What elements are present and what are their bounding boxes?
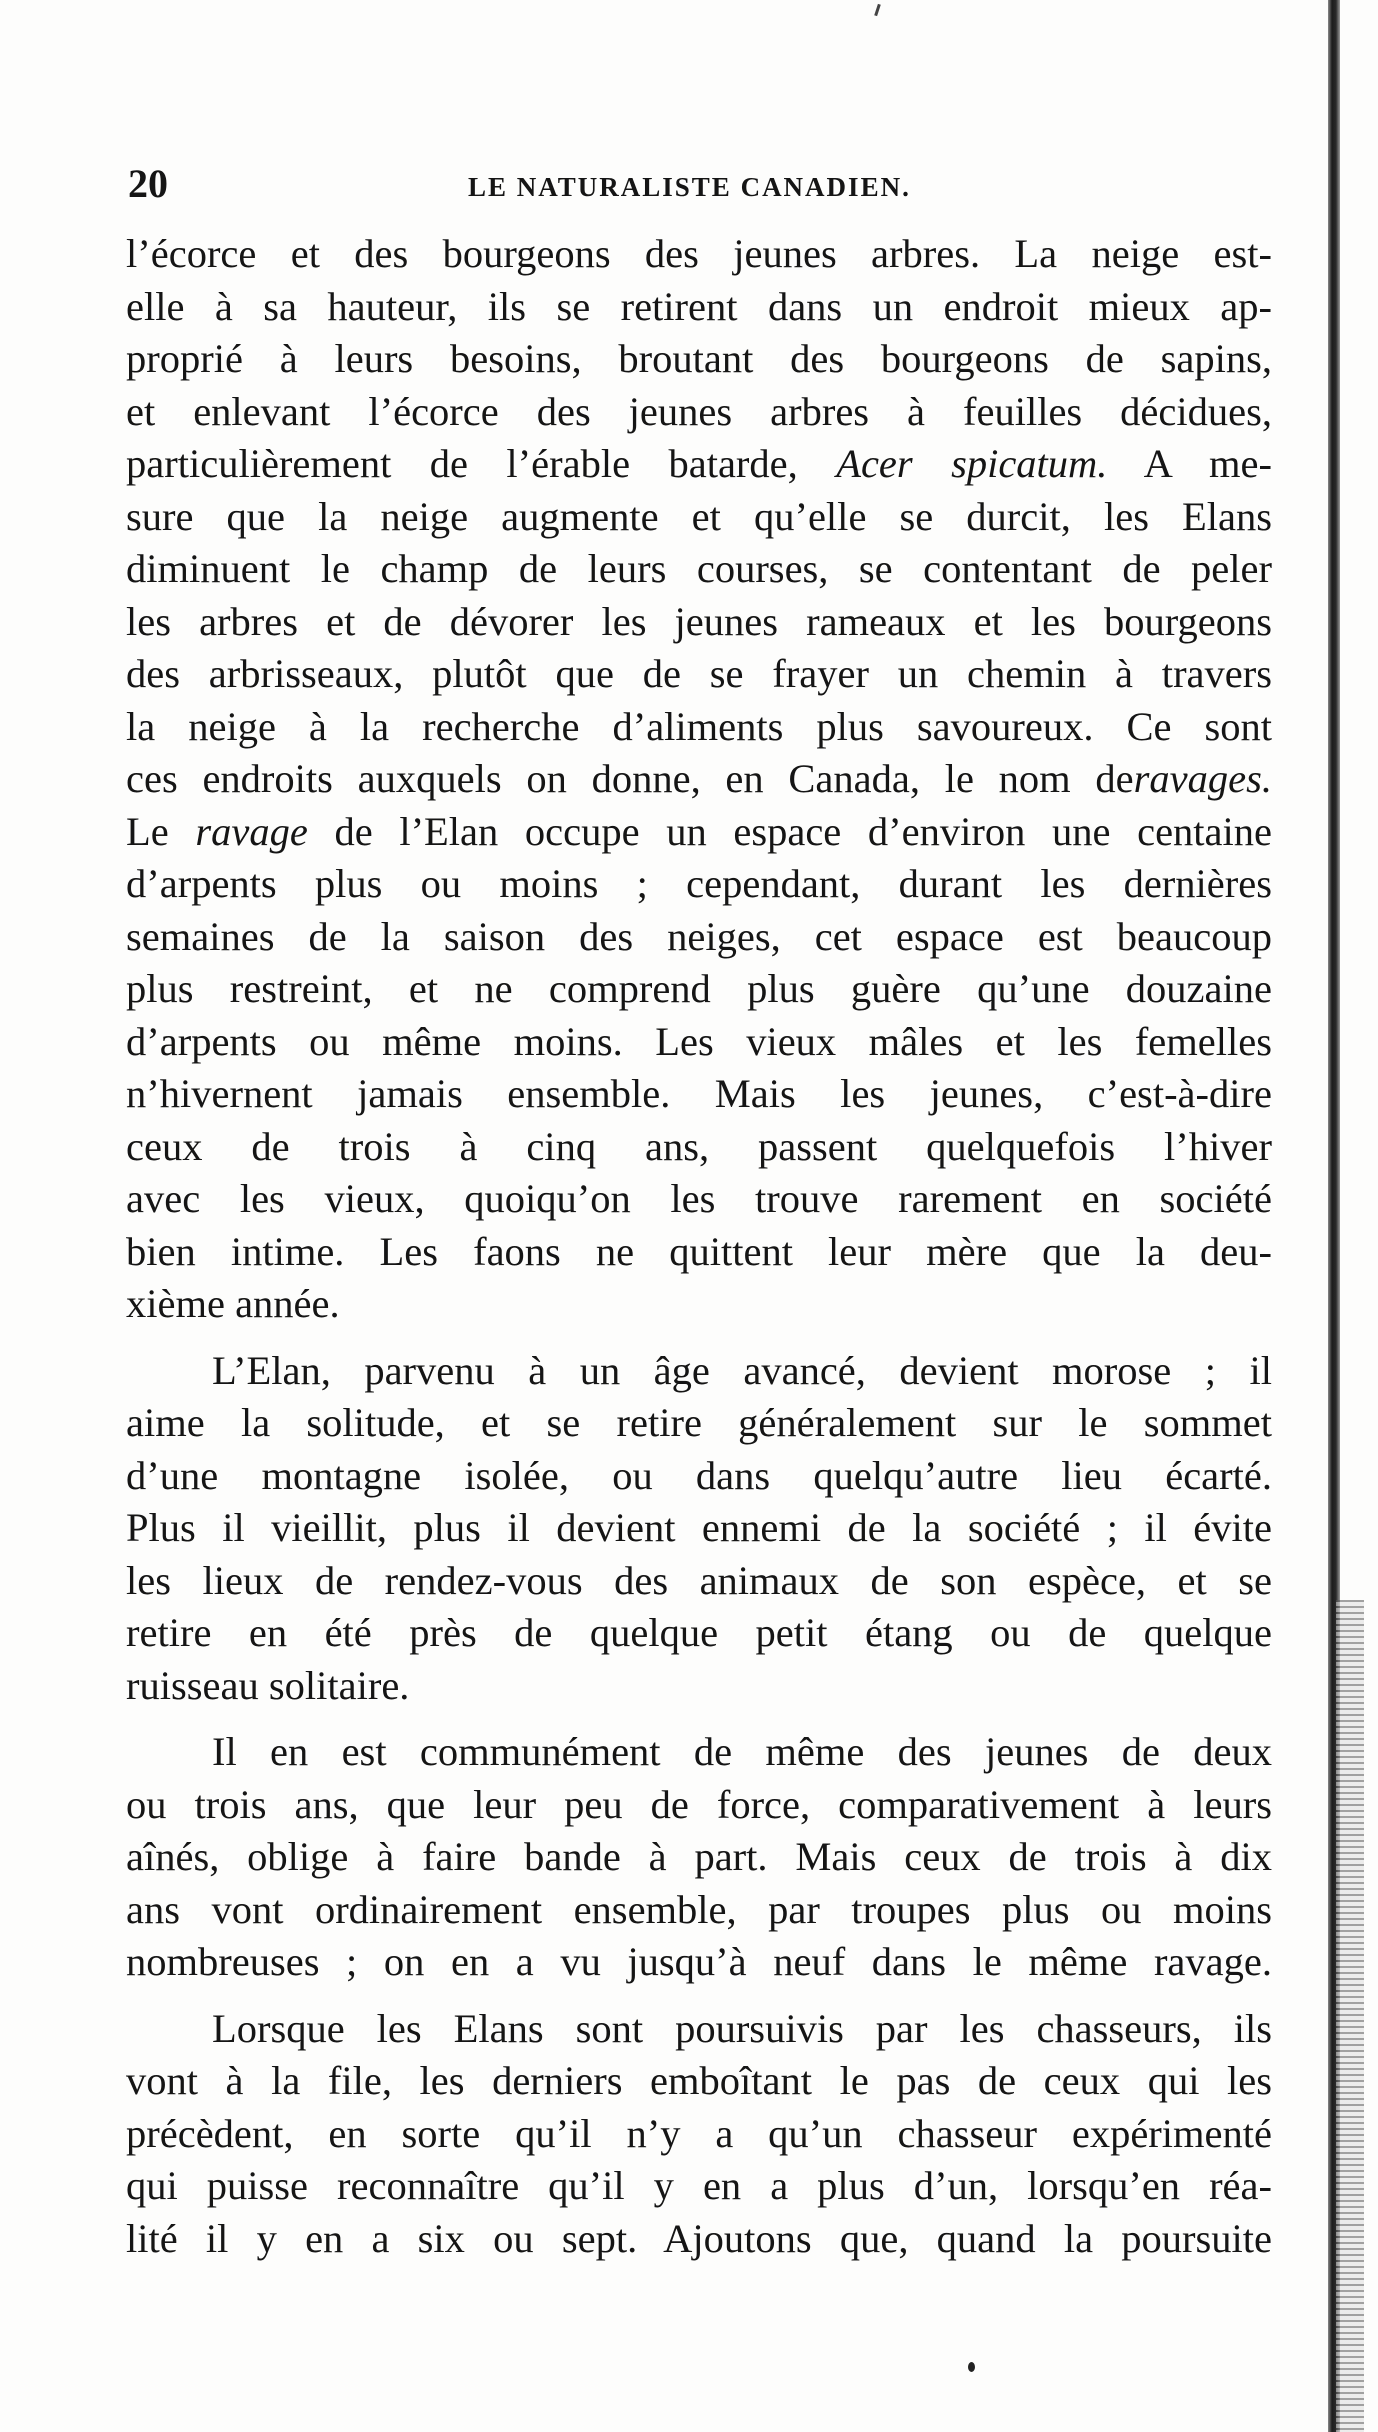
text-line: sure que la neige augmente et qu’elle se durcit, les Elans — [126, 493, 1272, 539]
text-line: xième année. — [126, 1281, 340, 1326]
text-line: précèdent, en sorte qu’il n’y a qu’un chasseur expérimenté — [126, 2110, 1272, 2156]
text-line: retire en été près de quelque petit étang ou de quelque — [126, 1610, 1272, 1655]
text-segment: de l’Elan occupe un espace d’environ une centaine — [307, 808, 1273, 854]
running-head: LE NATURALISTE CANADIEN. — [468, 172, 911, 202]
text-line: aime la solitude, et se retire généralement sur le sommet — [126, 1400, 1272, 1445]
text-line: des arbrisseaux, plutôt que de se frayer un chemin à travers — [126, 651, 1272, 696]
text-line: Il en est communément de même des jeunes de deux — [212, 1729, 1272, 1774]
text-line: aînés, oblige à faire bande à part. Mais ceux de trois à dix — [126, 1834, 1272, 1879]
text-line: semaines de la saison des neiges, cet espace est beaucoup — [126, 913, 1272, 959]
text-line: avec les vieux, quoiqu’on les trouve rarement en société — [126, 1176, 1272, 1221]
text-segment: Le — [126, 808, 169, 854]
text-line — [126, 753, 1272, 806]
text-line: d’une montagne isolée, ou dans quelqu’autre lieu écarté. — [126, 1452, 1272, 1498]
paragraph-2 — [126, 1345, 1272, 1713]
text-line: nombreuses ; on en a vu jusqu’à neuf dans le même ravage. — [126, 1939, 1272, 1984]
italic-term: ravage — [195, 808, 308, 854]
text-line: bien intime. Les faons ne quittent leur mère que la deu- — [126, 1228, 1272, 1274]
text-line: d’arpents ou même moins. Les vieux mâles et les femelles — [126, 1018, 1272, 1064]
text-line: Plus il vieillit, plus il devient ennemi de la société ; il évite — [126, 1505, 1272, 1550]
text-segment: particulièrement de l’érable batarde, — [126, 441, 798, 486]
scan-mark — [874, 4, 881, 16]
text-line: proprié à leurs besoins, broutant des bourgeons de sapins, — [126, 336, 1272, 381]
text-line: Lorsque les Elans sont poursuivis par les chasseurs, ils — [212, 2005, 1272, 2051]
text-line: ou trois ans, que leur peu de force, comparativement à leurs — [126, 1781, 1272, 1827]
binding-texture — [1336, 1600, 1364, 2432]
text-line: diminuent le champ de leurs courses, se contentant de peler — [126, 546, 1272, 591]
text-line: l’écorce et des bourgeons des jeunes arbres. La neige est- — [126, 231, 1272, 276]
text-segment: ces endroits auxquels on donne, en Canada, le nom de — [126, 756, 1134, 801]
paragraph-3 — [126, 1726, 1272, 1989]
text-line: ceux de trois à cinq ans, passent quelquefois l’hiver — [126, 1123, 1272, 1169]
paragraph-1 — [126, 228, 1272, 1331]
page-number: 20 — [128, 161, 168, 206]
ink-speck — [968, 2362, 975, 2372]
text-line: les lieux de rendez-vous des animaux de son espèce, et se — [126, 1557, 1272, 1603]
text-line: elle à sa hauteur, ils se retirent dans un endroit mieux ap- — [126, 283, 1272, 329]
text-line: la neige à la recherche d’aliments plus savoureux. Ce sont — [126, 703, 1272, 749]
text-segment: A me- — [1107, 441, 1273, 486]
text-line: n’hivernent jamais ensemble. Mais les jeunes, c’est-à-dire — [126, 1071, 1272, 1116]
text-line: ans vont ordinairement ensemble, par troupes plus ou moins — [126, 1886, 1272, 1932]
text-line: qui puisse reconnaître qu’il y en a plus d’un, lorsqu’en réa- — [126, 2163, 1272, 2208]
text-line — [126, 806, 1272, 859]
text-line: les arbres et de dévorer les jeunes rameaux et les bourgeons — [126, 598, 1272, 644]
text-line: d’arpents plus ou moins ; cependant, durant les dernières — [126, 861, 1272, 906]
text-line — [126, 438, 1272, 491]
page-header — [128, 160, 1278, 208]
text-line: et enlevant l’écorce des jeunes arbres à feuilles décidues, — [126, 388, 1272, 434]
text-line: ruisseau solitaire. — [126, 1662, 410, 1708]
text-line: lité il y en a six ou sept. Ajoutons que, quand la poursuite — [126, 2215, 1272, 2261]
text-line: vont à la file, les derniers emboîtant le pas de ceux qui les — [126, 2058, 1272, 2103]
paragraph-4 — [126, 2003, 1272, 2266]
body-text — [126, 228, 1272, 2265]
text-line: plus restreint, et ne comprend plus guère qu’une douzaine — [126, 966, 1272, 1011]
italic-term: Acer spicatum. — [836, 441, 1108, 486]
text-line: L’Elan, parvenu à un âge avancé, devient morose ; il — [212, 1347, 1272, 1393]
italic-term: ravages. — [1133, 756, 1272, 801]
